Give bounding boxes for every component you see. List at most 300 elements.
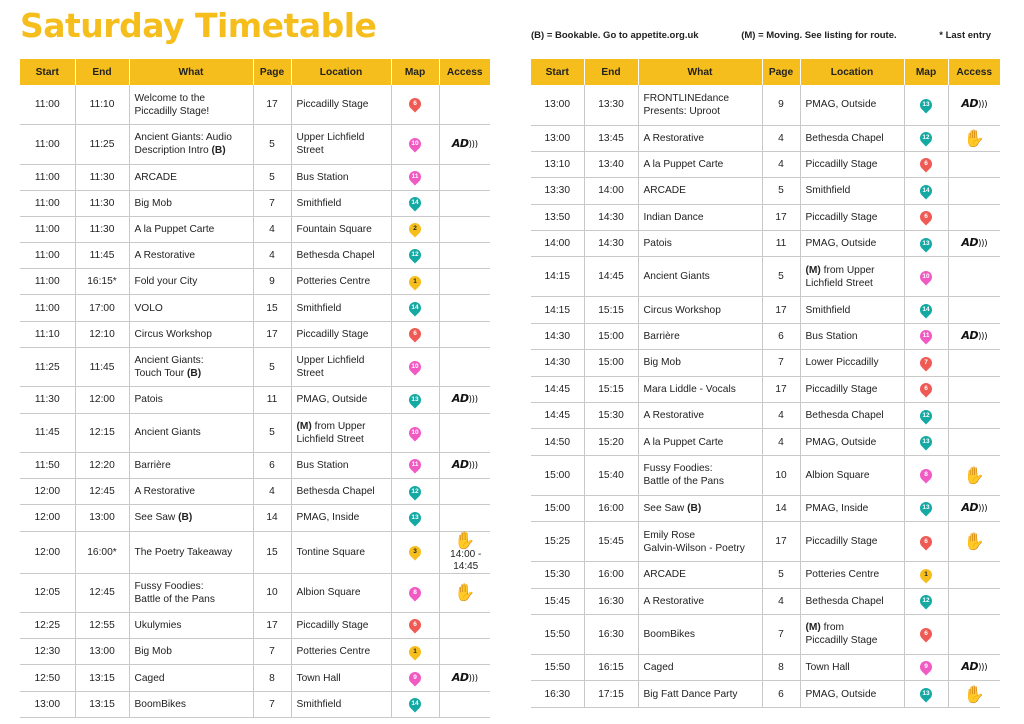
map-cell [391,387,439,413]
access-cell [439,479,490,505]
audio-description-text: AD [961,329,979,343]
page-number: 14 [253,505,291,531]
map-pin-icon [407,696,424,713]
event-name [129,269,253,295]
location [800,654,904,680]
start-time: 11:00 [20,190,75,216]
header-end: End [584,59,638,85]
event-name [129,531,253,573]
map-pin-number: 6 [413,621,417,629]
access-cell [439,665,490,691]
page-number: 17 [762,204,800,230]
page-number: 17 [253,321,291,347]
map-pin-number: 12 [922,597,930,605]
map-cell [904,350,948,376]
page-number: 10 [762,455,800,495]
event-title: Fussy Foodies: Battle of the Pans [643,463,724,488]
table-row [531,178,1000,204]
end-time: 17:15 [584,681,638,707]
start-time: 11:00 [20,85,75,125]
location [291,387,391,413]
timetable-left [20,59,490,718]
end-time: 14:30 [584,231,638,257]
location-name: from Upper Lichfield Street [296,420,366,445]
event-name [129,295,253,321]
location [291,531,391,573]
access-cell [948,204,1000,230]
audio-description-text: AD [961,236,979,250]
table-row [531,681,1000,707]
start-time: 11:10 [20,321,75,347]
location [291,216,391,242]
location [800,522,904,562]
event-title: Fussy Foodies: Battle of the Pans [134,580,215,605]
table-row [20,613,490,639]
event-title: Big Mob [134,197,172,209]
location-name: Tontine Square [296,546,366,558]
location [291,190,391,216]
legend [531,30,991,41]
page-number: 7 [253,691,291,717]
event-title: Ancient Giants [134,427,201,439]
start-time: 11:00 [20,295,75,321]
location-name: Piccadilly Stage [805,159,878,171]
access-cell [948,257,1000,297]
end-time: 15:40 [584,455,638,495]
moving-tag: (M) [805,264,821,276]
location [291,505,391,531]
start-time: 12:50 [20,665,75,691]
map-pin-number: 11 [922,332,930,340]
map-pin-icon [918,182,935,199]
location-name: Bethesda Chapel [805,132,884,144]
event-title: Big Mob [134,646,172,658]
map-pin-icon [918,235,935,252]
access-cell [948,654,1000,680]
location-name: Potteries Centre [296,276,371,288]
map-pin-icon [407,509,424,526]
end-time: 12:00 [75,387,129,413]
page-number: 4 [762,403,800,429]
map-cell [391,613,439,639]
location [800,376,904,402]
access-cell [948,85,1000,125]
start-time: 16:30 [531,681,584,707]
page-number: 17 [762,522,800,562]
end-time: 16:00 [584,562,638,588]
map-cell [391,347,439,387]
map-pin-number: 13 [922,689,930,697]
end-time: 15:15 [584,297,638,323]
map-pin-number: 1 [413,647,417,655]
audio-description-waves: ))) [978,239,988,250]
table-row [531,588,1000,614]
map-pin-number: 3 [413,547,417,555]
table-row [20,164,490,190]
table-row [531,429,1000,455]
location [291,85,391,125]
map-pin-number: 13 [411,513,419,521]
event-title: Circus Workshop [134,328,212,340]
map-pin-icon [407,391,424,408]
map-pin-number: 13 [922,437,930,445]
map-cell [391,639,439,665]
sign-language-icon: ✋ [963,465,985,485]
event-title: Emily Rose Galvin-Wilson - Poetry [643,529,745,554]
map-pin-number: 8 [924,471,928,479]
map-pin-number: 12 [411,487,419,495]
map-cell [904,614,948,654]
header-access: Access [948,59,1000,85]
map-cell [904,257,948,297]
location [800,178,904,204]
map-pin-number: 6 [924,385,928,393]
table-row [20,531,490,573]
end-time: 12:20 [75,453,129,479]
access-cell [948,297,1000,323]
location [291,613,391,639]
page-number: 5 [253,347,291,387]
table-row [20,295,490,321]
start-time: 15:50 [531,614,584,654]
event-title: A Restorative [134,250,196,262]
sign-language-icon: ✋ [454,530,476,550]
header-page: Page [762,59,800,85]
map-pin-icon [918,467,935,484]
map-pin-number: 10 [411,362,419,370]
map-pin-icon [918,354,935,371]
end-time: 15:45 [584,522,638,562]
audio-description-text: AD [451,670,469,684]
page-number: 8 [762,654,800,680]
access-cell [439,295,490,321]
start-time: 13:00 [531,85,584,125]
location-name: PMAG, Outside [805,238,877,250]
access-cell [439,505,490,531]
map-cell [391,269,439,295]
location-name: Smithfield [805,185,851,197]
access-cell [948,681,1000,707]
end-time: 12:45 [75,479,129,505]
sign-language-icon: ✋ [454,583,476,603]
event-name [638,297,762,323]
access-cell [439,347,490,387]
event-name [129,321,253,347]
map-cell [904,85,948,125]
header-start: Start [20,59,75,85]
event-name [129,190,253,216]
start-time: 13:30 [531,178,584,204]
event-name [638,85,762,125]
table-row [20,125,490,165]
start-time: 14:15 [531,297,584,323]
map-cell [391,125,439,165]
access-cell [948,562,1000,588]
bookable-tag: (B) [687,502,702,514]
location [800,588,904,614]
access-cell [439,413,490,453]
page-number: 5 [253,125,291,165]
location [291,479,391,505]
location [291,665,391,691]
event-name [638,257,762,297]
map-pin-icon [407,326,424,343]
map-cell [904,297,948,323]
audio-description-icon [961,501,987,514]
event-name [638,178,762,204]
header-page: Page [253,59,291,85]
end-time: 13:15 [75,665,129,691]
location [800,350,904,376]
event-title: Ancient Giants: Touch Tour [134,355,204,380]
audio-description-text: AD [451,392,469,406]
table-row [20,453,490,479]
start-time: 13:50 [531,204,584,230]
audio-description-text: AD [451,458,469,472]
access-cell [439,243,490,269]
location [291,321,391,347]
access-cell [948,522,1000,562]
moving-tag: (M) [296,420,312,432]
map-pin-icon [918,156,935,173]
page-number: 11 [253,387,291,413]
start-time: 13:10 [531,151,584,177]
event-title: Ancient Giants [643,271,710,283]
page-number: 17 [253,85,291,125]
table-row [531,403,1000,429]
page-title: Saturday Timetable [20,6,377,45]
page-number: 14 [762,495,800,521]
event-name [638,495,762,521]
map-cell [391,216,439,242]
event-name [129,639,253,665]
table-row [20,639,490,665]
map-pin-icon [918,659,935,676]
table-row [531,231,1000,257]
location [291,573,391,613]
audio-description-text: AD [961,500,979,514]
page-number: 8 [253,665,291,691]
access-cell [948,125,1000,151]
header-location: Location [800,59,904,85]
map-cell [904,588,948,614]
page-number: 11 [762,231,800,257]
location-name: Smithfield [805,304,851,316]
table-row [531,85,1000,125]
access-cell [439,613,490,639]
map-pin-icon [407,584,424,601]
event-title: ARCADE [643,185,686,197]
location [291,295,391,321]
audio-description-text: AD [961,97,979,111]
page-number: 5 [762,178,800,204]
location [800,125,904,151]
sign-language-icon: ✋ [963,532,985,552]
location-name: Upper Lichfield Street [296,132,365,157]
map-pin-number: 9 [413,673,417,681]
map-cell [391,691,439,717]
audio-description-icon [961,236,987,249]
map-pin-icon [407,424,424,441]
map-pin-number: 11 [411,461,419,469]
start-time: 11:00 [20,164,75,190]
page-number: 4 [762,588,800,614]
start-time: 13:00 [531,125,584,151]
event-title: BoomBikes [134,698,187,710]
end-time: 12:55 [75,613,129,639]
event-title: A la Puppet Carte [643,436,724,448]
event-title: Ancient Giants: Audio Description Intro [134,132,232,157]
access-cell [439,387,490,413]
map-cell [391,190,439,216]
location-name: from Piccadilly Stage [805,622,878,647]
table-row [20,243,490,269]
map-pin-icon [407,483,424,500]
audio-description-waves: ))) [978,503,988,514]
location-name: Albion Square [805,469,870,481]
event-name [638,323,762,349]
location [800,403,904,429]
end-time: 13:00 [75,639,129,665]
end-time: 11:45 [75,243,129,269]
event-title: A la Puppet Carte [643,159,724,171]
location [291,453,391,479]
location-name: Piccadilly Stage [296,620,369,632]
audio-description-waves: ))) [978,332,988,343]
map-pin-icon [407,669,424,686]
event-title: Patois [643,238,672,250]
access-cell [439,216,490,242]
end-time: 13:45 [584,125,638,151]
audio-description-icon [452,671,478,684]
header-access: Access [439,59,490,85]
access-cell [948,614,1000,654]
location-name: Smithfield [296,302,342,314]
access-cell [948,178,1000,204]
start-time: 11:00 [20,243,75,269]
location [800,323,904,349]
event-title: VOLO [134,302,163,314]
map-cell [904,204,948,230]
start-time: 11:45 [20,413,75,453]
end-time: 15:30 [584,403,638,429]
access-cell [439,573,490,613]
map-pin-icon [918,566,935,583]
table-row [20,387,490,413]
start-time: 15:50 [531,654,584,680]
end-time: 13:15 [75,691,129,717]
end-time: 13:00 [75,505,129,531]
map-pin-number: 12 [922,411,930,419]
page-number: 7 [762,614,800,654]
audio-description-icon [961,97,987,110]
page-number: 4 [253,216,291,242]
event-name [638,681,762,707]
table-row [531,297,1000,323]
event-name [638,231,762,257]
location [800,231,904,257]
start-time: 11:50 [20,453,75,479]
header-what: What [638,59,762,85]
event-name [129,347,253,387]
event-name [129,413,253,453]
page-number: 17 [253,613,291,639]
event-name [638,350,762,376]
event-title: Fold your City [134,276,198,288]
page-number: 15 [253,531,291,573]
page-number: 6 [253,453,291,479]
event-name [129,243,253,269]
end-time: 11:45 [75,347,129,387]
access-cell [948,376,1000,402]
map-pin-icon [407,221,424,238]
table-row [20,85,490,125]
audio-description-icon [452,458,478,471]
location [291,639,391,665]
event-name [638,403,762,429]
event-title: See Saw [134,512,176,524]
map-cell [904,231,948,257]
map-pin-icon [918,533,935,550]
table-row [531,350,1000,376]
table-row [20,505,490,531]
event-title: Caged [134,672,165,684]
event-title: BoomBikes [643,628,696,640]
event-title: See Saw [643,502,685,514]
start-time: 15:30 [531,562,584,588]
location [291,243,391,269]
page-number: 17 [762,376,800,402]
access-cell [439,321,490,347]
table-row [20,321,490,347]
start-time: 12:05 [20,573,75,613]
header-location: Location [291,59,391,85]
location-name: Potteries Centre [805,569,880,581]
map-pin-number: 6 [924,630,928,638]
event-title: Barrière [643,331,680,343]
event-name [638,455,762,495]
location [291,691,391,717]
map-pin-number: 11 [411,172,419,180]
start-time: 12:30 [20,639,75,665]
start-time: 14:45 [531,376,584,402]
page-number: 10 [253,573,291,613]
start-time: 14:50 [531,429,584,455]
header-what: What [129,59,253,85]
start-time: 14:15 [531,257,584,297]
page-number: 9 [762,85,800,125]
end-time: 12:10 [75,321,129,347]
start-time: 11:00 [20,216,75,242]
event-name [638,654,762,680]
start-time: 14:30 [531,350,584,376]
end-time: 16:00* [75,531,129,573]
map-pin-number: 12 [922,134,930,141]
start-time: 12:00 [20,531,75,573]
location-name: from Upper Lichfield Street [805,264,875,289]
header-row [531,59,1000,85]
event-title: Patois [134,394,163,406]
event-name [638,614,762,654]
bookable-tag: (B) [187,368,202,380]
end-time: 11:10 [75,85,129,125]
map-cell [904,376,948,402]
map-pin-number: 13 [922,100,930,108]
page-number: 5 [253,164,291,190]
location-name: Smithfield [296,698,342,710]
map-pin-icon [918,407,935,424]
map-pin-number: 9 [924,663,928,671]
